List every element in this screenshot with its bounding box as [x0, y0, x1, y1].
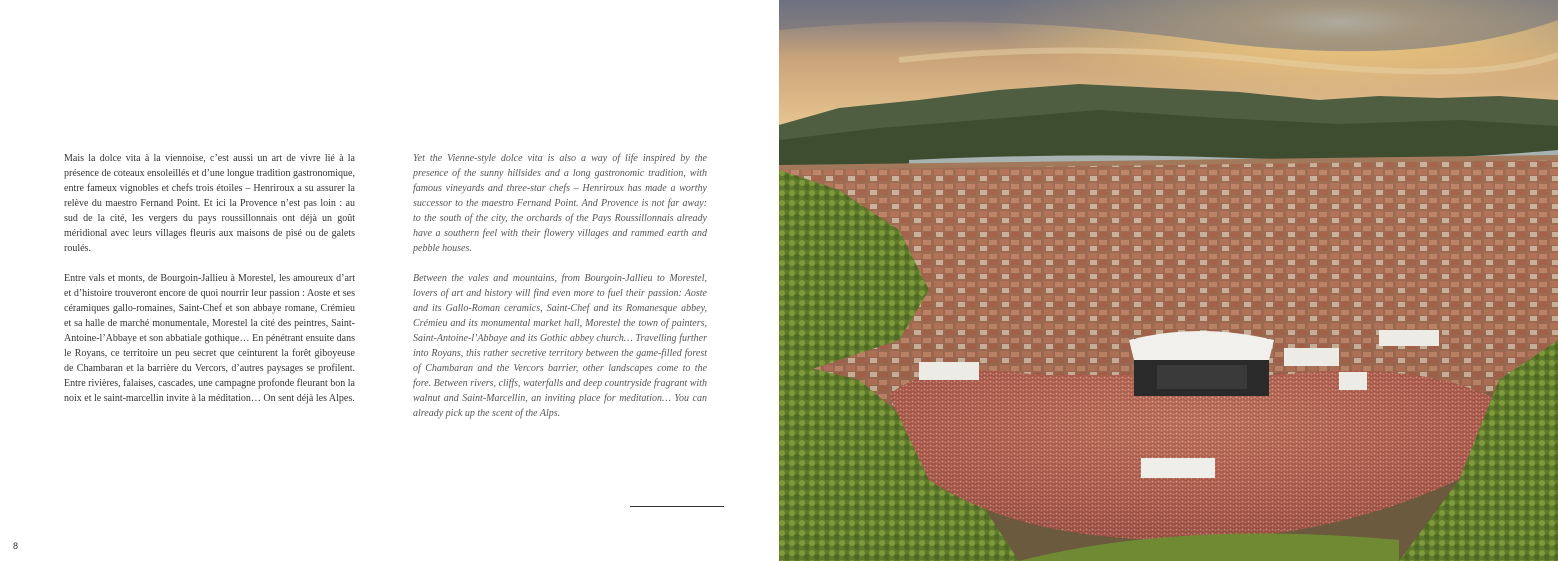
french-paragraph-1: Mais la dolce vita à la viennoise, c’est aussi un art de vivre lié à la présence de coteaux ensoleillés et d’une longue tradition gastronomique, entre fameux vignobles et chefs trois étoiles – Henriroux a su assurer la relève du maestro Fernand Point. Et ici la Provence n’est pas loin : au sud de la cité, les vergers du pays roussillonnais ont déjà un goût méridional avec leurs villages fleuris aux maisons de pisé ou de galets roulés. [64, 153, 355, 254]
photo-illustration [779, 0, 1558, 561]
vienne-amphitheatre-photo [779, 0, 1558, 561]
page-number: 8 [13, 541, 19, 551]
english-text-column [413, 151, 707, 436]
french-text-column [64, 151, 355, 421]
english-paragraph-2: Between the vales and mountains, from Bourgoin-Jallieu to Morestel, lovers of art and history will find even more to fuel their passion: Aoste and its Gallo-Roman ceramics, Saint-Chef and its Romanesque abbey, Crémieu and its monumental market hall, Morestel the town of painters, Saint-Antoine-l’Abbaye and its Gothic abbey church… Travelling further into Royans, this rather secretive territory between the game-filled forest of Chambaran and the Vercors barrier, other landscapes come to the fore. Between rivers, cliffs, waterfalls and deep countryside fragrant with walnut and Saint-Marcellin, an inviting place for meditation… You can already pick up the scent of the Alps. [413, 273, 707, 419]
french-paragraph-2: Entre vals et monts, de Bourgoin-Jallieu à Morestel, les amoureux d’art et d’histoire trouveront encore de quoi nourrir leur passion : Aoste et ses céramiques gallo-romaines, Saint-Chef et son abbaye romane, Crémieu et sa halle de marché monumentale, Morestel la cité des peintres, Saint-Antoine-l’Abbaye et son abbatiale gothique… En pénétrant ensuite dans le Royans, ce territoire un peu secret que ceinturent la forêt giboyeuse de Chambaran et la barrière du Vercors, d’autres paysages se profilent. Entre rivières, falaises, cascades, une campagne profonde fleurant bon la noix et le saint-marcellin invite à la méditation… On sent déjà les Alpes. [64, 273, 355, 404]
english-paragraph-1: Yet the Vienne-style dolce vita is also a way of life inspired by the presence of the sunny hillsides and a long gastronomic tradition, with famous vineyards and three-star chefs – Henriroux has made a worthy successor to the maestro Fernand Point. And Provence is not far away: to the south of the city, the orchards of the Pays Roussillonnais already have a southern feel with their flowery villages and rammed earth and pebble houses. [413, 153, 707, 254]
decorative-rule [630, 506, 724, 507]
